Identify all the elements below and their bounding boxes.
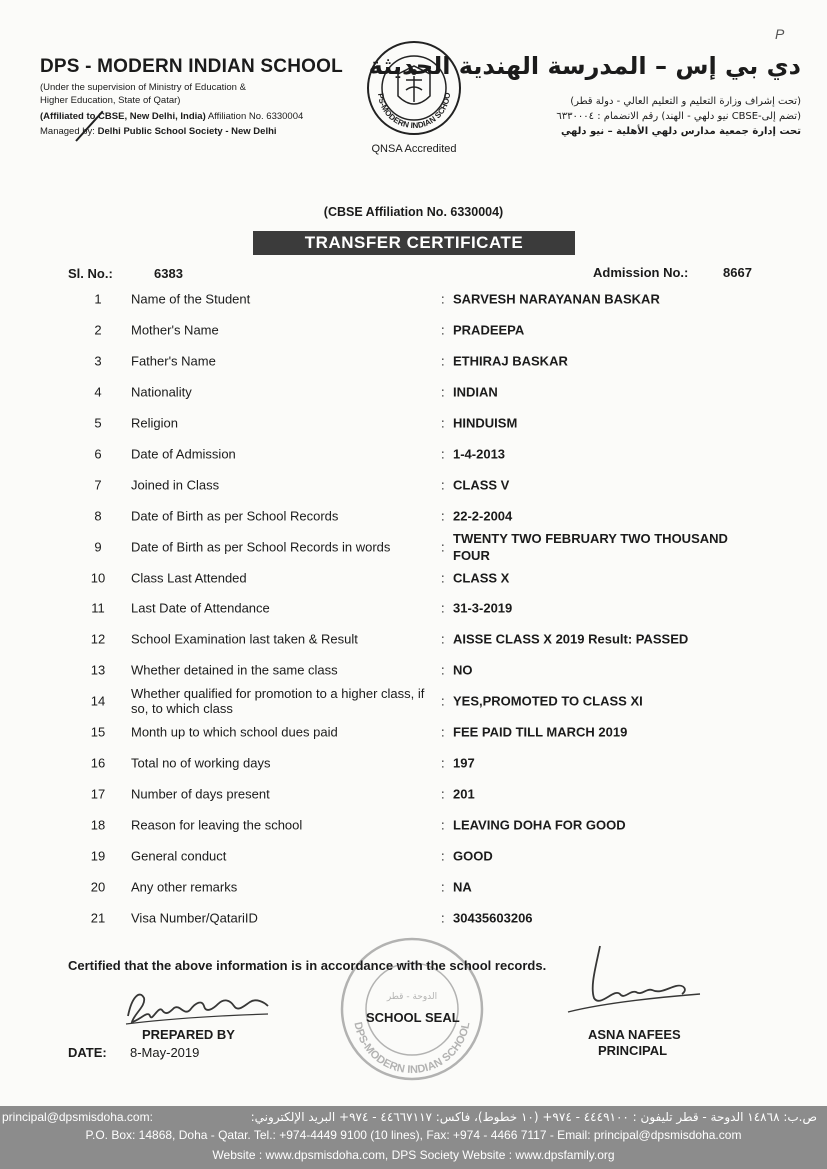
field-value: INDIAN	[453, 384, 498, 399]
field-value: AISSE CLASS X 2019 Result: PASSED	[453, 631, 689, 646]
field-label: Joined in Class	[131, 477, 220, 492]
field-row	[0, 314, 827, 345]
affiliation-line	[40, 111, 303, 123]
field-number: 17	[90, 786, 106, 801]
field-colon: :	[441, 384, 445, 399]
field-number: 4	[94, 384, 102, 399]
field-label: Any other remarks	[131, 879, 238, 894]
field-label: Whether qualified for promotion to a higher class, if so, to which class	[131, 686, 425, 716]
field-number: 11	[91, 600, 105, 615]
field-label: Last Date of Attendance	[131, 600, 270, 615]
arabic-line-1: (تحت إشراف وزارة التعليم و التعليم العالي - دولة قطر)	[570, 96, 801, 107]
field-value: CLASS V	[453, 477, 510, 492]
field-row	[0, 438, 827, 469]
field-row	[0, 407, 827, 438]
date-label: DATE:	[68, 1045, 107, 1060]
cbse-affiliation: (CBSE Affiliation No. 6330004)	[323, 205, 504, 219]
field-label: Date of Admission	[131, 446, 236, 461]
managed-by-society: Delhi Public School Society - New Delhi	[97, 126, 277, 137]
field-row	[0, 809, 827, 840]
field-row	[0, 840, 827, 871]
field-colon: :	[441, 539, 445, 555]
corner-mark: P	[775, 26, 785, 42]
field-value: 31-3-2019	[453, 600, 513, 615]
field-row	[0, 871, 827, 902]
field-label: Reason for leaving the school	[131, 817, 303, 832]
field-colon: :	[441, 631, 445, 646]
field-value: FEE PAID TILL MARCH 2019	[453, 724, 628, 739]
field-row	[0, 283, 827, 314]
field-colon: :	[441, 415, 445, 430]
field-row	[0, 716, 827, 747]
prepared-by-label: PREPARED BY	[142, 1027, 235, 1042]
field-colon: :	[441, 570, 445, 585]
field-label: School Examination last taken & Result	[131, 631, 358, 646]
field-row	[0, 747, 827, 778]
field-value: ETHIRAJ BASKAR	[453, 353, 568, 368]
field-row	[0, 592, 827, 623]
footer-bar	[0, 1106, 827, 1169]
field-number: 2	[94, 322, 102, 337]
date-value: 8-May-2019	[130, 1045, 200, 1060]
arabic-line-2: (تضم إلى-CBSE نيو دلهي - الهند) رقم الانضمام : ٦٣٣٠٠٠٤	[556, 111, 801, 122]
supervision-line-1: (Under the supervision of Ministry of Education &	[40, 82, 246, 93]
school-name-arabic: دي بي إس – المدرسة الهندية الحديثة	[368, 52, 801, 80]
field-label: Number of days present	[131, 786, 270, 801]
field-value: 30435603206	[453, 910, 533, 925]
seal-ring-text: DPS-MODERN INDIAN SCHOOL	[351, 1020, 473, 1077]
field-colon: :	[441, 353, 445, 368]
arabic-line-3: تحت إدارة جمعية مدارس دلهي الأهلية – نيو دلهي	[560, 126, 801, 137]
field-label: General conduct	[131, 848, 227, 863]
field-value: PRADEEPA	[453, 322, 525, 337]
field-colon: :	[441, 848, 445, 863]
supervision-line-2: Higher Education, State of Qatar)	[40, 95, 181, 106]
field-number: 1	[94, 291, 102, 306]
field-colon: :	[441, 600, 445, 615]
field-colon: :	[441, 693, 445, 709]
field-colon: :	[441, 322, 445, 337]
field-row	[0, 654, 827, 685]
field-row	[0, 469, 827, 500]
field-number: 20	[90, 879, 106, 894]
field-number: 8	[94, 508, 102, 523]
field-row	[0, 500, 827, 531]
field-label: Date of Birth as per School Records	[131, 508, 339, 523]
principal-title: PRINCIPAL	[598, 1043, 668, 1058]
field-label: Month up to which school dues paid	[131, 724, 338, 739]
field-colon: :	[441, 786, 445, 801]
field-value: NO	[453, 662, 473, 677]
field-colon: :	[441, 724, 445, 739]
certification-statement: Certified that the above information is in accordance with the school records.	[68, 958, 547, 973]
footer-website-line: Website : www.dpsmisdoha.com, DPS Society Website : www.dpsfamily.org	[212, 1148, 615, 1162]
field-number: 5	[94, 415, 102, 430]
field-row	[0, 345, 827, 376]
affiliation-number: Affiliation No. 6330004	[205, 111, 304, 122]
serial-number-label: Sl. No.:	[68, 266, 113, 281]
field-label: Class Last Attended	[131, 570, 247, 585]
field-number: 6	[94, 446, 102, 461]
field-label: Father's Name	[131, 353, 216, 368]
field-value: YES,PROMOTED TO CLASS XI	[453, 693, 643, 709]
field-label: Mother's Name	[131, 322, 219, 337]
managed-by-line	[40, 126, 277, 138]
field-row	[0, 562, 827, 593]
field-number: 10	[90, 570, 106, 585]
field-colon: :	[441, 446, 445, 461]
field-value: NA	[453, 879, 472, 894]
field-value: 22-2-2004	[453, 508, 513, 523]
field-number: 9	[94, 539, 102, 555]
field-number: 7	[94, 477, 102, 492]
field-row	[0, 778, 827, 809]
field-value: LEAVING DOHA FOR GOOD	[453, 817, 626, 832]
field-label: Visa Number/QatariID	[131, 910, 258, 925]
field-colon: :	[441, 662, 445, 677]
field-number: 14	[90, 693, 106, 709]
certificate-title-banner: TRANSFER CERTIFICATE	[253, 231, 575, 255]
field-colon: :	[441, 291, 445, 306]
svg-text:DPS-MODERN INDIAN SCHOOL	[351, 1021, 472, 1076]
logo-ring-text: PS-MODERN INDIAN SCHOO	[375, 92, 453, 131]
field-value: 197	[453, 755, 475, 770]
field-value: HINDUISM	[453, 415, 518, 430]
principal-signature-icon	[560, 938, 720, 1028]
field-number: 15	[90, 724, 106, 739]
field-row	[0, 684, 827, 718]
managed-by-prefix: Managed by:	[40, 126, 98, 137]
field-colon: :	[441, 755, 445, 770]
field-value: 1-4-2013	[453, 446, 506, 461]
field-label: Total no of working days	[131, 755, 271, 770]
affiliation-bold: (Affiliated to CBSE, New Delhi, India)	[40, 111, 206, 122]
principal-name: ASNA NAFEES	[588, 1027, 681, 1042]
field-colon: :	[441, 477, 445, 492]
footer-email: principal@dpsmisdoha.com:	[2, 1110, 153, 1124]
field-number: 16	[90, 755, 106, 770]
school-seal-label: SCHOOL SEAL	[366, 1010, 460, 1025]
field-colon: :	[441, 910, 445, 925]
field-label: Name of the Student	[131, 291, 251, 306]
field-colon: :	[441, 508, 445, 523]
field-value: CLASS X	[453, 570, 510, 585]
field-colon: :	[441, 879, 445, 894]
field-value: GOOD	[453, 848, 493, 863]
field-number: 19	[90, 848, 106, 863]
field-value: SARVESH NARAYANAN BASKAR	[453, 291, 660, 306]
field-number: 13	[90, 662, 106, 677]
field-number: 21	[90, 910, 106, 925]
field-number: 3	[94, 353, 102, 368]
school-name: DPS - MODERN INDIAN SCHOOL	[40, 56, 343, 77]
field-label: Religion	[131, 415, 178, 430]
footer-contact-line: P.O. Box: 14868, Doha - Qatar. Tel.: +974-4449 9100 (10 lines), Fax: +974 - 4466 7117 - Email: principal@dpsmisdoha.com	[85, 1128, 742, 1142]
field-label: Date of Birth as per School Records in words	[131, 539, 391, 555]
seal-center-text: الدوحة - قطر	[386, 992, 438, 1002]
admission-number-label: Admission No.:	[593, 265, 689, 280]
field-row	[0, 376, 827, 407]
field-row	[0, 623, 827, 654]
footer-arabic-contact: ص.ب: ١٤٨٦٨ الدوحة - قطر تليفون : ٤٤٤٩١٠٠ - ٩٧٤+ (١٠ خطوط)، فاكس: ٤٤٦٦٧١١٧ - ٩٧٤+ البريد الإلكتروني:	[250, 1110, 817, 1124]
field-colon: :	[441, 817, 445, 832]
field-label: Nationality	[131, 384, 192, 399]
field-number: 18	[90, 817, 106, 832]
admission-number-value: 8667	[723, 265, 752, 280]
field-value: 201	[453, 786, 475, 801]
field-value: TWENTY TWO FEBRUARY TWO THOUSAND FOUR	[453, 531, 728, 563]
field-label: Whether detained in the same class	[131, 662, 338, 677]
field-row	[0, 902, 827, 933]
field-row	[0, 530, 827, 564]
field-number: 12	[90, 631, 106, 646]
serial-number-value: 6383	[154, 266, 183, 281]
qnsa-accredited: QNSA Accredited	[371, 143, 457, 155]
